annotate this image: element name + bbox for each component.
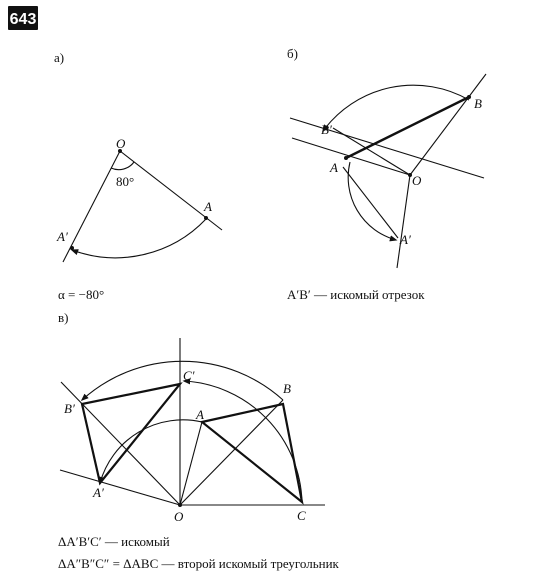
line-o-b (410, 74, 486, 175)
label-b1: B′ (321, 122, 332, 137)
part-a (54, 50, 222, 302)
label-o: O (412, 173, 422, 188)
label-c1: C′ (183, 368, 195, 383)
problem-number-badge (8, 6, 38, 30)
line-a-a1 (343, 167, 398, 238)
rotation-arc-a (100, 420, 202, 483)
part-b-label: б) (287, 46, 298, 61)
label-c: C (297, 508, 306, 523)
line-o-a1 (60, 470, 180, 505)
rotation-arc (72, 219, 206, 258)
part-c-label: в) (58, 310, 69, 325)
triangle-abc (202, 404, 302, 502)
point-a (204, 216, 208, 220)
label-a1: A′ (57, 229, 68, 244)
part-c (58, 310, 340, 571)
label-b: B (283, 381, 291, 396)
line-o-a1 (397, 175, 410, 268)
caption-c-line1: ΔA′B′C′ — искомый (58, 534, 170, 549)
label-o: O (116, 136, 126, 151)
label-a: A (330, 160, 338, 175)
label-b: B (474, 96, 482, 111)
point-a1 (70, 246, 74, 250)
segment-ab (346, 97, 469, 158)
point-a (344, 156, 348, 160)
part-b (287, 46, 486, 302)
line-through-b1 (290, 118, 484, 178)
label-a1: A′ (400, 232, 411, 247)
point-o (178, 503, 182, 507)
angle-80-arc (111, 162, 134, 170)
line-o-a (180, 422, 202, 505)
formula-alpha: α = −80° (58, 287, 105, 302)
label-b1: B′ (64, 401, 75, 416)
caption-b: A′B′ — искомый отрезок (287, 287, 425, 302)
point-b (467, 95, 471, 99)
rotation-arc-a (348, 162, 396, 240)
label-a: A (204, 199, 212, 214)
angle-label: 80° (116, 174, 135, 189)
label-a1: A′ (93, 485, 104, 500)
triangle-a1b1c1 (82, 384, 180, 483)
caption-c-line2: ΔA″B″C″ = ΔABC — второй искомый треугольник (58, 556, 339, 571)
part-a-label: а) (54, 50, 65, 65)
line-o-b1 (61, 382, 180, 505)
label-o: O (174, 509, 184, 524)
problem-number: 643 (9, 11, 37, 28)
label-a: A (196, 407, 204, 422)
